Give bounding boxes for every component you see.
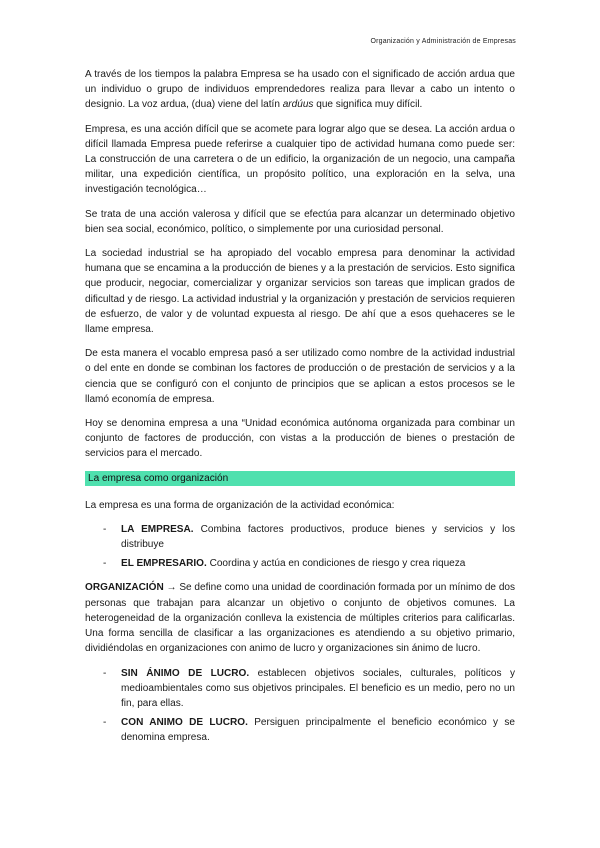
section-intro: La empresa es una forma de organización de la actividad económica:	[85, 499, 395, 511]
list-item	[85, 715, 515, 745]
paragraph-5: De esta manera el vocablo empresa pasó a ser utilizado como nombre de la actividad industrial o del ente en donde se combinan los factores de producción o de prestación de servicios y a la ciencia que se configuró con el conjunto de principios que se aplican a estos procesos se le llamó economía de empresa.	[85, 348, 515, 405]
paragraph-1-end: que significa muy difícil.	[313, 99, 423, 111]
paragraph-6: Hoy se denomina empresa a una “Unidad económica autónoma organizada para combinar un conjunto de factores de producción, con vistas a la producción de bienes o prestación de servicios para el mercado.	[85, 418, 515, 460]
dash-bullet: -	[103, 558, 107, 570]
paragraph-1	[85, 67, 515, 113]
document-body	[85, 67, 515, 755]
dash-bullet: -	[103, 667, 107, 679]
bullet-list-lucro	[85, 666, 515, 746]
bullet-list-actors	[85, 522, 515, 572]
list-term: CON ANIMO DE LUCRO.	[121, 717, 248, 729]
list-term: EL EMPRESARIO.	[121, 558, 207, 570]
list-text: Coordina y actúa en condiciones de riesgo y crea riqueza	[206, 558, 466, 570]
list-text: establecen objetivos sociales, culturales, políticos y medioambientales como sus objetivos principales. El beneficio es un medio, pero no un fin, para ellas.	[121, 667, 516, 709]
latin-word: ardúus	[282, 99, 314, 111]
organizacion-text: Se define como una unidad de coordinación formada por un mínimo de dos personas que trabajan para alcanzar un objetivo o conjunto de objetivos comunes. La heterogeneidad de la organización conlleva la existencia de múltiples criterios para calificarlas. Una forma sencilla de clasificar a las organizaciones es atendiendo a su objetivo primario, dividiéndolas en organizaciones con animo de lucro y organizaciones sin ánimo de lucro.	[85, 582, 516, 655]
list-item	[85, 666, 515, 712]
paragraph-3: Se trata de una acción valerosa y difícil que se efectúa para alcanzar un determinado objetivo bien sea social, económico, político, o simplemente por una curiosidad personal.	[85, 208, 515, 235]
organizacion-definition	[85, 580, 515, 656]
paragraph-2: Empresa, es una acción difícil que se acomete para lograr algo que se desea. La acción ardua o difícil llamada Empresa puede referirse a cualquier tipo de actividad humana como puede ser: La construcción de una carretera o de un edificio, la organización de un negocio, una campaña militar, una expedición científica, un propósito político, una exploración en la selva, una investigación tecnológica…	[85, 123, 515, 196]
list-item	[85, 556, 515, 571]
list-text: Persiguen principalmente el beneficio económico y se denomina empresa.	[121, 717, 515, 744]
paragraph-1-text: A través de los tiempos la palabra Empresa se ha usado con el significado de acción ardua que un individuo o grupo de individuos emprendedores realiza para llevar a cabo un intento o designio. La voz ardua, (dua) viene del latín	[85, 69, 515, 111]
list-term: SIN ÁNIMO DE LUCRO.	[121, 667, 250, 679]
running-header: Organización y Administración de Empresas	[370, 38, 516, 45]
dash-bullet: -	[103, 523, 107, 535]
arrow-icon: →	[163, 582, 180, 594]
list-item	[85, 522, 515, 552]
paragraph-4: La sociedad industrial se ha apropiado del vocablo empresa para denominar la actividad humana que se encamina a la producción de bienes y a la prestación de servicios. Esto significa que producir, negociar, comercializar y organizar servicios son tareas que implican grados de dificultad y de riesgo. La actividad industrial y la organización y prestación de servicios requieren de esfuerzo, de valor y de voluntad expuesta al riesgo. De ahí que a esos quehaceres se le llame empresa.	[85, 248, 516, 336]
section-heading: La empresa como organización	[85, 471, 515, 486]
list-text: Combina factores productivos, produce bienes y servicios y los distribuye	[121, 523, 515, 551]
organizacion-term: ORGANIZACIÓN	[85, 582, 164, 594]
list-term: LA EMPRESA.	[121, 523, 194, 535]
dash-bullet: -	[103, 717, 107, 729]
